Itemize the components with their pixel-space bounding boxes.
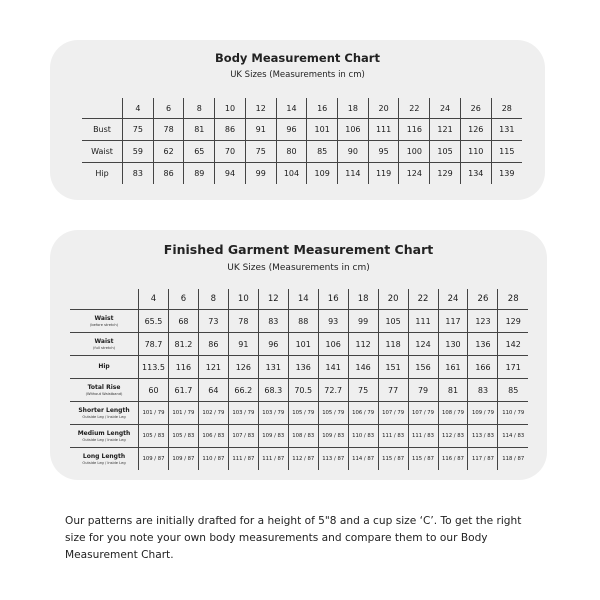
row-label: Hip	[98, 363, 110, 370]
table-cell: 85	[307, 141, 338, 163]
table-cell: 60	[139, 379, 169, 402]
table-cell: 79	[408, 379, 438, 402]
size-header: 24	[438, 289, 468, 310]
garment-measurement-table	[70, 289, 528, 470]
table-cell: 100	[399, 141, 430, 163]
table-cell: 86	[153, 163, 184, 185]
table-cell: 101	[307, 119, 338, 141]
table-cell: 103 / 79	[258, 402, 288, 425]
table-cell: 136	[468, 333, 498, 356]
size-header: 28	[498, 289, 528, 310]
table-cell: 123	[468, 310, 498, 333]
table-cell: 108 / 83	[288, 425, 318, 448]
table-cell: 80	[276, 141, 307, 163]
table-cell: 110 / 83	[348, 425, 378, 448]
table-cell: 61.7	[168, 379, 198, 402]
table-cell: 88	[288, 310, 318, 333]
table-cell: 116	[168, 356, 198, 379]
row-label: Waist	[82, 141, 123, 163]
size-header: 6	[153, 98, 184, 119]
size-header: 20	[378, 289, 408, 310]
table-cell: 81	[184, 119, 215, 141]
table-cell: 65	[184, 141, 215, 163]
row-sublabel: (full stretch)	[92, 345, 116, 350]
size-header: 16	[307, 98, 338, 119]
table-cell: 117 / 87	[468, 448, 498, 471]
row-label-cell	[70, 356, 139, 379]
table-cell: 171	[498, 356, 528, 379]
table-cell: 101	[288, 333, 318, 356]
table-cell: 108 / 79	[438, 402, 468, 425]
table-cell: 105 / 83	[139, 425, 169, 448]
table-cell: 107 / 79	[408, 402, 438, 425]
row-label-cell	[70, 448, 139, 471]
row-label: Long Length	[82, 452, 126, 460]
table-cell: 117	[438, 310, 468, 333]
table-cell: 111 / 83	[378, 425, 408, 448]
table-cell: 126	[228, 356, 258, 379]
table-cell: 75	[245, 141, 276, 163]
table-cell: 94	[215, 163, 246, 185]
table-cell: 70	[215, 141, 246, 163]
table-cell: 113 / 83	[468, 425, 498, 448]
table-cell: 78	[228, 310, 258, 333]
size-header: 4	[139, 289, 169, 310]
table-cell: 83	[468, 379, 498, 402]
table-cell: 106 / 79	[348, 402, 378, 425]
table-cell: 72.7	[318, 379, 348, 402]
table-row	[82, 163, 522, 185]
size-header: 26	[468, 289, 498, 310]
table-cell: 91	[245, 119, 276, 141]
table-cell: 116 / 87	[438, 448, 468, 471]
table-cell: 151	[378, 356, 408, 379]
row-sublabel: Outside Leg / Inside Leg	[82, 414, 126, 419]
table-cell: 73	[198, 310, 228, 333]
table-cell: 106	[318, 333, 348, 356]
table-cell: 118 / 87	[498, 448, 528, 471]
table-cell: 105 / 79	[318, 402, 348, 425]
table-cell: 101 / 79	[139, 402, 169, 425]
table-cell: 107 / 79	[378, 402, 408, 425]
size-header: 4	[123, 98, 154, 119]
sizing-note: Our patterns are initially drafted for a height of 5"8 and a cup size ‘C’. To get the right size for you note your own body measurements and compare them to our Body Measurement Chart.	[65, 515, 522, 561]
row-label: Waist	[94, 337, 114, 345]
table-cell: 124	[408, 333, 438, 356]
row-sublabel: Outside Leg / Inside Leg	[82, 460, 126, 465]
table-cell: 86	[198, 333, 228, 356]
table-cell: 95	[368, 141, 399, 163]
table-cell: 77	[378, 379, 408, 402]
size-header: 10	[228, 289, 258, 310]
table-cell: 116	[399, 119, 430, 141]
row-label: Medium Length	[77, 429, 131, 437]
size-header: 18	[338, 98, 369, 119]
table-row	[70, 310, 528, 333]
table-cell: 114	[338, 163, 369, 185]
table-cell: 90	[338, 141, 369, 163]
table-cell: 124	[399, 163, 430, 185]
table-cell: 81.2	[168, 333, 198, 356]
row-label-cell	[70, 310, 139, 333]
size-header: 6	[168, 289, 198, 310]
table-cell: 111 / 87	[258, 448, 288, 471]
table-cell: 111	[408, 310, 438, 333]
table-cell: 106	[338, 119, 369, 141]
size-header: 18	[348, 289, 378, 310]
size-header: 22	[408, 289, 438, 310]
size-header: 8	[198, 289, 228, 310]
row-label: Shorter Length	[78, 406, 130, 414]
table-cell: 105	[430, 141, 461, 163]
table-cell: 146	[348, 356, 378, 379]
table-cell: 118	[378, 333, 408, 356]
size-header: 28	[491, 98, 522, 119]
body-chart-subtitle: UK Sizes (Measurements in cm)	[230, 70, 365, 80]
table-cell: 112 / 83	[438, 425, 468, 448]
table-cell: 129	[430, 163, 461, 185]
table-cell: 112 / 87	[288, 448, 318, 471]
table-cell: 83	[258, 310, 288, 333]
row-sublabel: Outside Leg / Inside Leg	[82, 437, 126, 442]
row-label-cell	[70, 333, 139, 356]
table-cell: 109 / 87	[168, 448, 198, 471]
table-cell: 110	[460, 141, 491, 163]
table-cell: 129	[498, 310, 528, 333]
table-cell: 64	[198, 379, 228, 402]
table-cell: 93	[318, 310, 348, 333]
table-cell: 136	[288, 356, 318, 379]
garment-chart-title: Finished Garment Measurement Chart	[163, 242, 434, 257]
row-label-cell	[70, 379, 139, 402]
table-cell: 105	[378, 310, 408, 333]
table-cell: 109 / 83	[258, 425, 288, 448]
table-cell: 78.7	[139, 333, 169, 356]
size-header: 10	[215, 98, 246, 119]
size-header: 14	[276, 98, 307, 119]
size-header: 24	[430, 98, 461, 119]
table-cell: 75	[123, 119, 154, 141]
table-cell: 115 / 87	[408, 448, 438, 471]
table-cell: 142	[498, 333, 528, 356]
table-cell: 96	[276, 119, 307, 141]
table-cell: 96	[258, 333, 288, 356]
table-cell: 113 / 87	[318, 448, 348, 471]
row-sublabel: (before stretch)	[89, 322, 119, 327]
size-header-row	[70, 289, 528, 310]
table-cell: 78	[153, 119, 184, 141]
table-cell: 68	[168, 310, 198, 333]
size-header: 12	[258, 289, 288, 310]
size-header: 26	[460, 98, 491, 119]
row-label: Waist	[94, 314, 114, 322]
table-cell: 119	[368, 163, 399, 185]
corner-cell	[70, 289, 139, 310]
table-cell: 112	[348, 333, 378, 356]
table-cell: 109 / 79	[468, 402, 498, 425]
body-chart-title: Body Measurement Chart	[215, 51, 380, 65]
table-cell: 113.5	[139, 356, 169, 379]
size-header: 20	[368, 98, 399, 119]
size-header: 12	[245, 98, 276, 119]
table-cell: 115 / 87	[378, 448, 408, 471]
table-cell: 141	[318, 356, 348, 379]
size-header: 8	[184, 98, 215, 119]
table-cell: 131	[258, 356, 288, 379]
table-cell: 105 / 79	[288, 402, 318, 425]
table-cell: 101 / 79	[168, 402, 198, 425]
corner-cell	[82, 98, 123, 119]
table-cell: 65.5	[139, 310, 169, 333]
table-cell: 161	[438, 356, 468, 379]
garment-chart-subtitle: UK Sizes (Measurements in cm)	[227, 263, 370, 273]
table-cell: 102 / 79	[198, 402, 228, 425]
row-sublabel: (Without Waistband)	[85, 391, 123, 396]
table-cell: 99	[348, 310, 378, 333]
table-cell: 111	[368, 119, 399, 141]
size-header-row	[82, 98, 522, 119]
table-cell: 66.2	[228, 379, 258, 402]
table-cell: 109 / 83	[318, 425, 348, 448]
row-label-cell	[70, 402, 139, 425]
table-cell: 68.3	[258, 379, 288, 402]
table-cell: 130	[438, 333, 468, 356]
size-header: 22	[399, 98, 430, 119]
table-row	[70, 379, 528, 402]
table-cell: 111 / 83	[408, 425, 438, 448]
table-cell: 70.5	[288, 379, 318, 402]
table-cell: 111 / 87	[228, 448, 258, 471]
table-row	[70, 448, 528, 471]
table-row	[70, 356, 528, 379]
table-cell: 121	[430, 119, 461, 141]
table-cell: 86	[215, 119, 246, 141]
table-cell: 81	[438, 379, 468, 402]
row-label: Bust	[82, 119, 123, 141]
table-cell: 83	[123, 163, 154, 185]
table-cell: 91	[228, 333, 258, 356]
size-header: 14	[288, 289, 318, 310]
table-cell: 106 / 83	[198, 425, 228, 448]
table-cell: 99	[245, 163, 276, 185]
table-cell: 109 / 87	[139, 448, 169, 471]
size-header: 16	[318, 289, 348, 310]
row-label: Total Rise	[87, 383, 121, 391]
table-cell: 110 / 79	[498, 402, 528, 425]
table-row	[70, 425, 528, 448]
table-cell: 139	[491, 163, 522, 185]
body-measurement-table	[82, 98, 522, 184]
table-cell: 62	[153, 141, 184, 163]
table-row	[70, 333, 528, 356]
table-cell: 134	[460, 163, 491, 185]
table-cell: 89	[184, 163, 215, 185]
table-cell: 110 / 87	[198, 448, 228, 471]
table-cell: 166	[468, 356, 498, 379]
row-label-cell	[70, 425, 139, 448]
table-cell: 115	[491, 141, 522, 163]
body-measurement-card	[50, 40, 545, 200]
table-cell: 107 / 83	[228, 425, 258, 448]
row-label: Hip	[82, 163, 123, 185]
table-cell: 114 / 87	[348, 448, 378, 471]
garment-measurement-card	[50, 230, 547, 480]
table-row	[70, 402, 528, 425]
table-cell: 59	[123, 141, 154, 163]
table-cell: 105 / 83	[168, 425, 198, 448]
table-row	[82, 119, 522, 141]
table-cell: 104	[276, 163, 307, 185]
table-cell: 131	[491, 119, 522, 141]
table-cell: 85	[498, 379, 528, 402]
table-cell: 75	[348, 379, 378, 402]
table-cell: 109	[307, 163, 338, 185]
table-cell: 121	[198, 356, 228, 379]
table-cell: 103 / 79	[228, 402, 258, 425]
table-cell: 114 / 83	[498, 425, 528, 448]
table-row	[82, 141, 522, 163]
table-cell: 126	[460, 119, 491, 141]
table-cell: 156	[408, 356, 438, 379]
